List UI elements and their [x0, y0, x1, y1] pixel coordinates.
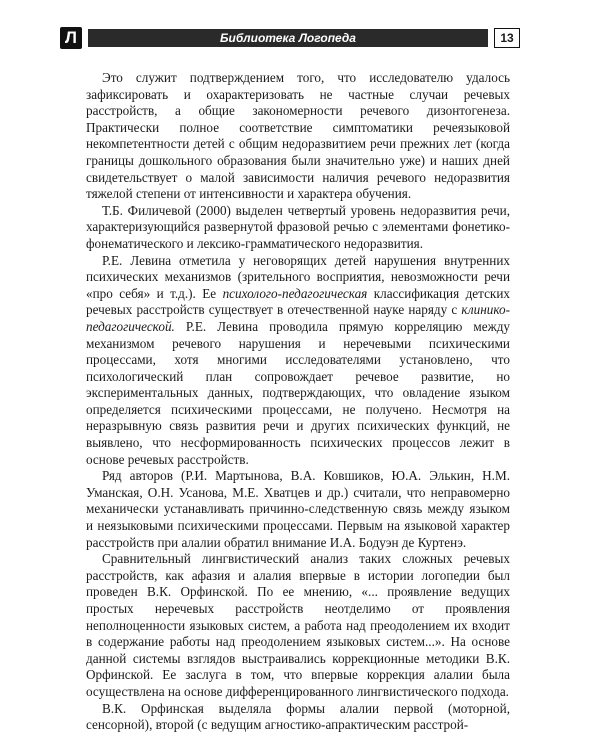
- page-header: [60, 27, 520, 49]
- text-run: классификация детских речевых расстройств существует в отечественной науке наряду с: [86, 285, 510, 318]
- paragraph: В.К. Орфинская выделяла формы алалии первой (моторной, сенсорной), второй (с ведущим агностико-апрактическим расстрой-: [86, 700, 510, 733]
- library-logo: Л: [60, 27, 82, 49]
- text-run: Р.Е. Левина отметила у неговорящих детей нарушения внутренних психических механизмов (зрительного восприятия, невозможности речи «про себя» и т.д.). Ее: [86, 252, 510, 301]
- body-text: [86, 70, 510, 734]
- paragraph: Это служит подтверждением того, что исследователю удалось зафиксировать и охарактеризовать не частные случаи речевых расстройств, а общие закономерности речевого дизонтогенеза. Практически полное соответствие симптоматики речеязыковой некомпетентности детей с общим недоразвитием речи прежних лет (когда границы дошкольного образования были значительно уже) и наших дней свидетельствует о малой зависимости наличия речевого недоразвития тяжелой степени от интенсивности и характера обучения.: [86, 70, 510, 202]
- paragraph: [86, 253, 510, 469]
- running-title: Библиотека Логопеда: [88, 29, 488, 47]
- page-number: 13: [494, 28, 520, 48]
- text-run: Р.Е. Левина проводила прямую корреляцию между механизмом речевого нарушения и неречевыми психическими процессами, хотя многими исследователями установлено, что психологический план сопровождает речевое развитие, но экспериментальных данных, подтверждающих, что овладение языком определяется психическими процессами, не получено. Несмотря на неразрывную связь развития речи и других психических функций, не выявлено, что несформированность психических процессов лежит в основе речевых расстройств.: [86, 318, 510, 467]
- paragraph: Сравнительный лингвистический анализ таких сложных речевых расстройств, как афазия и алалия впервые в истории логопедии был проведен В.К. Орфинской. По ее мнению, «... проявление ведущих простых неречевых расстройств неотделимо от проявления неполноценности языковых систем, а работа над преодолением их входит в содержание работы над преодолением языковых систем...». На основе данной системы взглядов выстраивались коррекционные методики В.К. Орфинской. Ее заслуга в том, что впервые коррекция алалии была осуществлена на основе дифференцированного лингвистического подхода.: [86, 551, 510, 699]
- paragraph: Ряд авторов (Р.И. Мартынова, В.А. Ковшиков, Ю.А. Элькин, Н.М. Уманская, О.Н. Усанова, М.Е. Хватцев и др.) считали, что неправомерно механически устанавливать причинно-следственную связь между языком и неязыковыми психическими процессами. Первым на языковой характер расстройств при алалии обратил внимание И.А. Бодуэн де Куртенэ.: [86, 468, 510, 550]
- italic-term: клинико-педагогической.: [86, 302, 510, 334]
- paragraph: Т.Б. Филичевой (2000) выделен четвертый уровень недоразвития речи, характеризующийся развернутой фразовой речью с элементами фонетико-фонематического и лексико-грамматического недоразвития.: [86, 202, 510, 251]
- italic-term: психолого-педагогическая: [222, 285, 368, 301]
